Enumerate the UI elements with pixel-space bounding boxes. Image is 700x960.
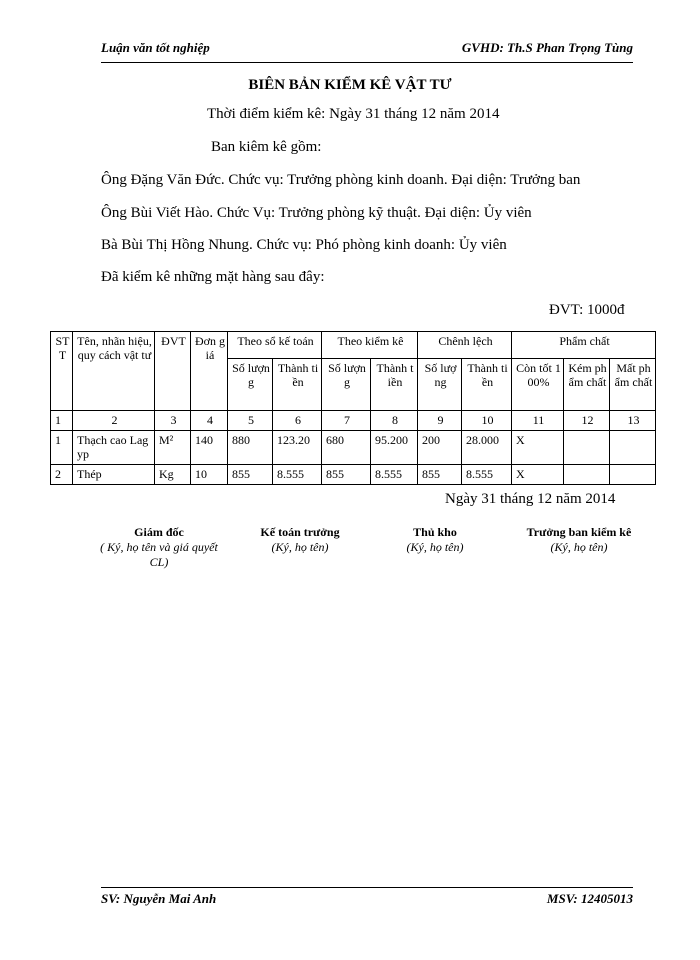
header-book-qty: Số lượng <box>228 359 273 411</box>
column-number: 13 <box>610 411 656 431</box>
committee-member-2: Ông Bùi Viết Hào. Chức Vụ: Trưởng phòng kỹ thuật. Đại diện: Ủy viên <box>101 205 532 221</box>
column-number: 11 <box>512 411 564 431</box>
column-number: 5 <box>228 411 273 431</box>
checked-intro: Đã kiểm kê những mặt hàng sau đây: <box>101 269 325 285</box>
column-number: 9 <box>418 411 462 431</box>
table-row <box>51 465 656 485</box>
header-unit-price: Đơn giá <box>191 332 228 411</box>
cell-item-name: Thạch cao Lagyp <box>73 431 155 465</box>
column-number: 3 <box>155 411 191 431</box>
header-book-amount: Thành tiền <box>273 359 322 411</box>
signature-note: (Ký, họ tên) <box>550 540 608 554</box>
cell-quality-lost <box>610 431 656 465</box>
inventory-time: Thời điểm kiểm kê: Ngày 31 tháng 12 năm 2014 <box>207 106 500 122</box>
footer-student: SV: Nguyễn Mai Anh <box>101 891 217 906</box>
page-header <box>101 40 633 63</box>
header-check: Theo kiểm kê <box>322 332 418 359</box>
committee-member-1: Ông Đặng Văn Đức. Chức vụ: Trưởng phòng kinh doanh. Đại diện: Trưởng ban <box>101 172 581 188</box>
cell-diff-amount: 28.000 <box>462 431 512 465</box>
cell-book-amount: 123.20 <box>273 431 322 465</box>
cell-unit-price: 10 <box>191 465 228 485</box>
column-number: 12 <box>564 411 610 431</box>
header-quality-good: Còn tốt 100% <box>512 359 564 411</box>
column-number: 10 <box>462 411 512 431</box>
unit-label: ĐVT: 1000đ <box>549 302 625 318</box>
header-quality-lost: Mất phẩm chất <box>610 359 656 411</box>
signature-role: Thủ kho <box>413 525 457 539</box>
header-check-amount: Thành tiền <box>371 359 418 411</box>
signature-note: ( Ký, họ tên và giá quyết CL) <box>100 540 218 569</box>
cell-stt: 1 <box>51 431 73 465</box>
signature-role: Trưởng ban kiểm kê <box>526 525 632 539</box>
cell-diff-qty: 200 <box>418 431 462 465</box>
cell-quality-poor <box>564 465 610 485</box>
cell-quality-good: X <box>512 431 564 465</box>
header-quality: Phẩm chất <box>512 332 656 359</box>
cell-quality-lost <box>610 465 656 485</box>
header-supervisor: GVHD: Th.S Phan Trọng Tùng <box>461 40 633 55</box>
signing-date: Ngày 31 tháng 12 năm 2014 <box>445 491 616 507</box>
header-unit: ĐVT <box>155 332 191 411</box>
header-diff-qty: Số lượng <box>418 359 462 411</box>
header-check-qty: Số lượng <box>322 359 371 411</box>
column-number: 4 <box>191 411 228 431</box>
cell-diff-amount: 8.555 <box>462 465 512 485</box>
document-title: BIÊN BẢN KIỂM KÊ VẬT TƯ <box>248 77 452 93</box>
column-number: 6 <box>273 411 322 431</box>
cell-check-amount: 8.555 <box>371 465 418 485</box>
committee-intro: Ban kiêm kê gồm: <box>211 139 322 155</box>
signature-committee-head <box>505 525 653 555</box>
inventory-table <box>50 331 656 485</box>
signature-director <box>100 525 218 570</box>
header-quality-poor: Kém phẩm chất <box>564 359 610 411</box>
column-number: 1 <box>51 411 73 431</box>
header-stt: STT <box>51 332 73 411</box>
signature-role: Giám đốc <box>134 525 184 539</box>
cell-quality-poor <box>564 431 610 465</box>
cell-quality-good: X <box>512 465 564 485</box>
cell-check-qty: 855 <box>322 465 371 485</box>
header-item-name: Tên, nhãn hiệu, quy cách vật tư <box>73 332 155 411</box>
column-number: 7 <box>322 411 371 431</box>
cell-diff-qty: 855 <box>418 465 462 485</box>
table-row <box>51 431 656 465</box>
cell-check-qty: 680 <box>322 431 371 465</box>
page-footer <box>101 887 633 909</box>
cell-book-amount: 8.555 <box>273 465 322 485</box>
header-difference: Chênh lệch <box>418 332 512 359</box>
header-thesis-label: Luận văn tốt nghiệp <box>101 40 210 55</box>
cell-unit-price: 140 <box>191 431 228 465</box>
header-book: Theo sổ kế toán <box>228 332 322 359</box>
column-number: 8 <box>371 411 418 431</box>
cell-book-qty: 880 <box>228 431 273 465</box>
cell-stt: 2 <box>51 465 73 485</box>
signature-role: Kế toán trưởng <box>260 525 340 539</box>
header-diff-amount: Thành tiền <box>462 359 512 411</box>
footer-student-id: MSV: 12405013 <box>546 891 633 906</box>
signature-storekeeper <box>380 525 490 555</box>
signature-note: (Ký, họ tên) <box>271 540 329 554</box>
cell-book-qty: 855 <box>228 465 273 485</box>
cell-item-name: Thép <box>73 465 155 485</box>
cell-unit: Kg <box>155 465 191 485</box>
cell-unit: M² <box>155 431 191 465</box>
cell-check-amount: 95.200 <box>371 431 418 465</box>
signature-note: (Ký, họ tên) <box>406 540 464 554</box>
column-number: 2 <box>73 411 155 431</box>
signature-chief-accountant <box>240 525 360 555</box>
committee-member-3: Bà Bùi Thị Hồng Nhung. Chức vụ: Phó phòng kinh doanh: Ủy viên <box>101 237 507 253</box>
